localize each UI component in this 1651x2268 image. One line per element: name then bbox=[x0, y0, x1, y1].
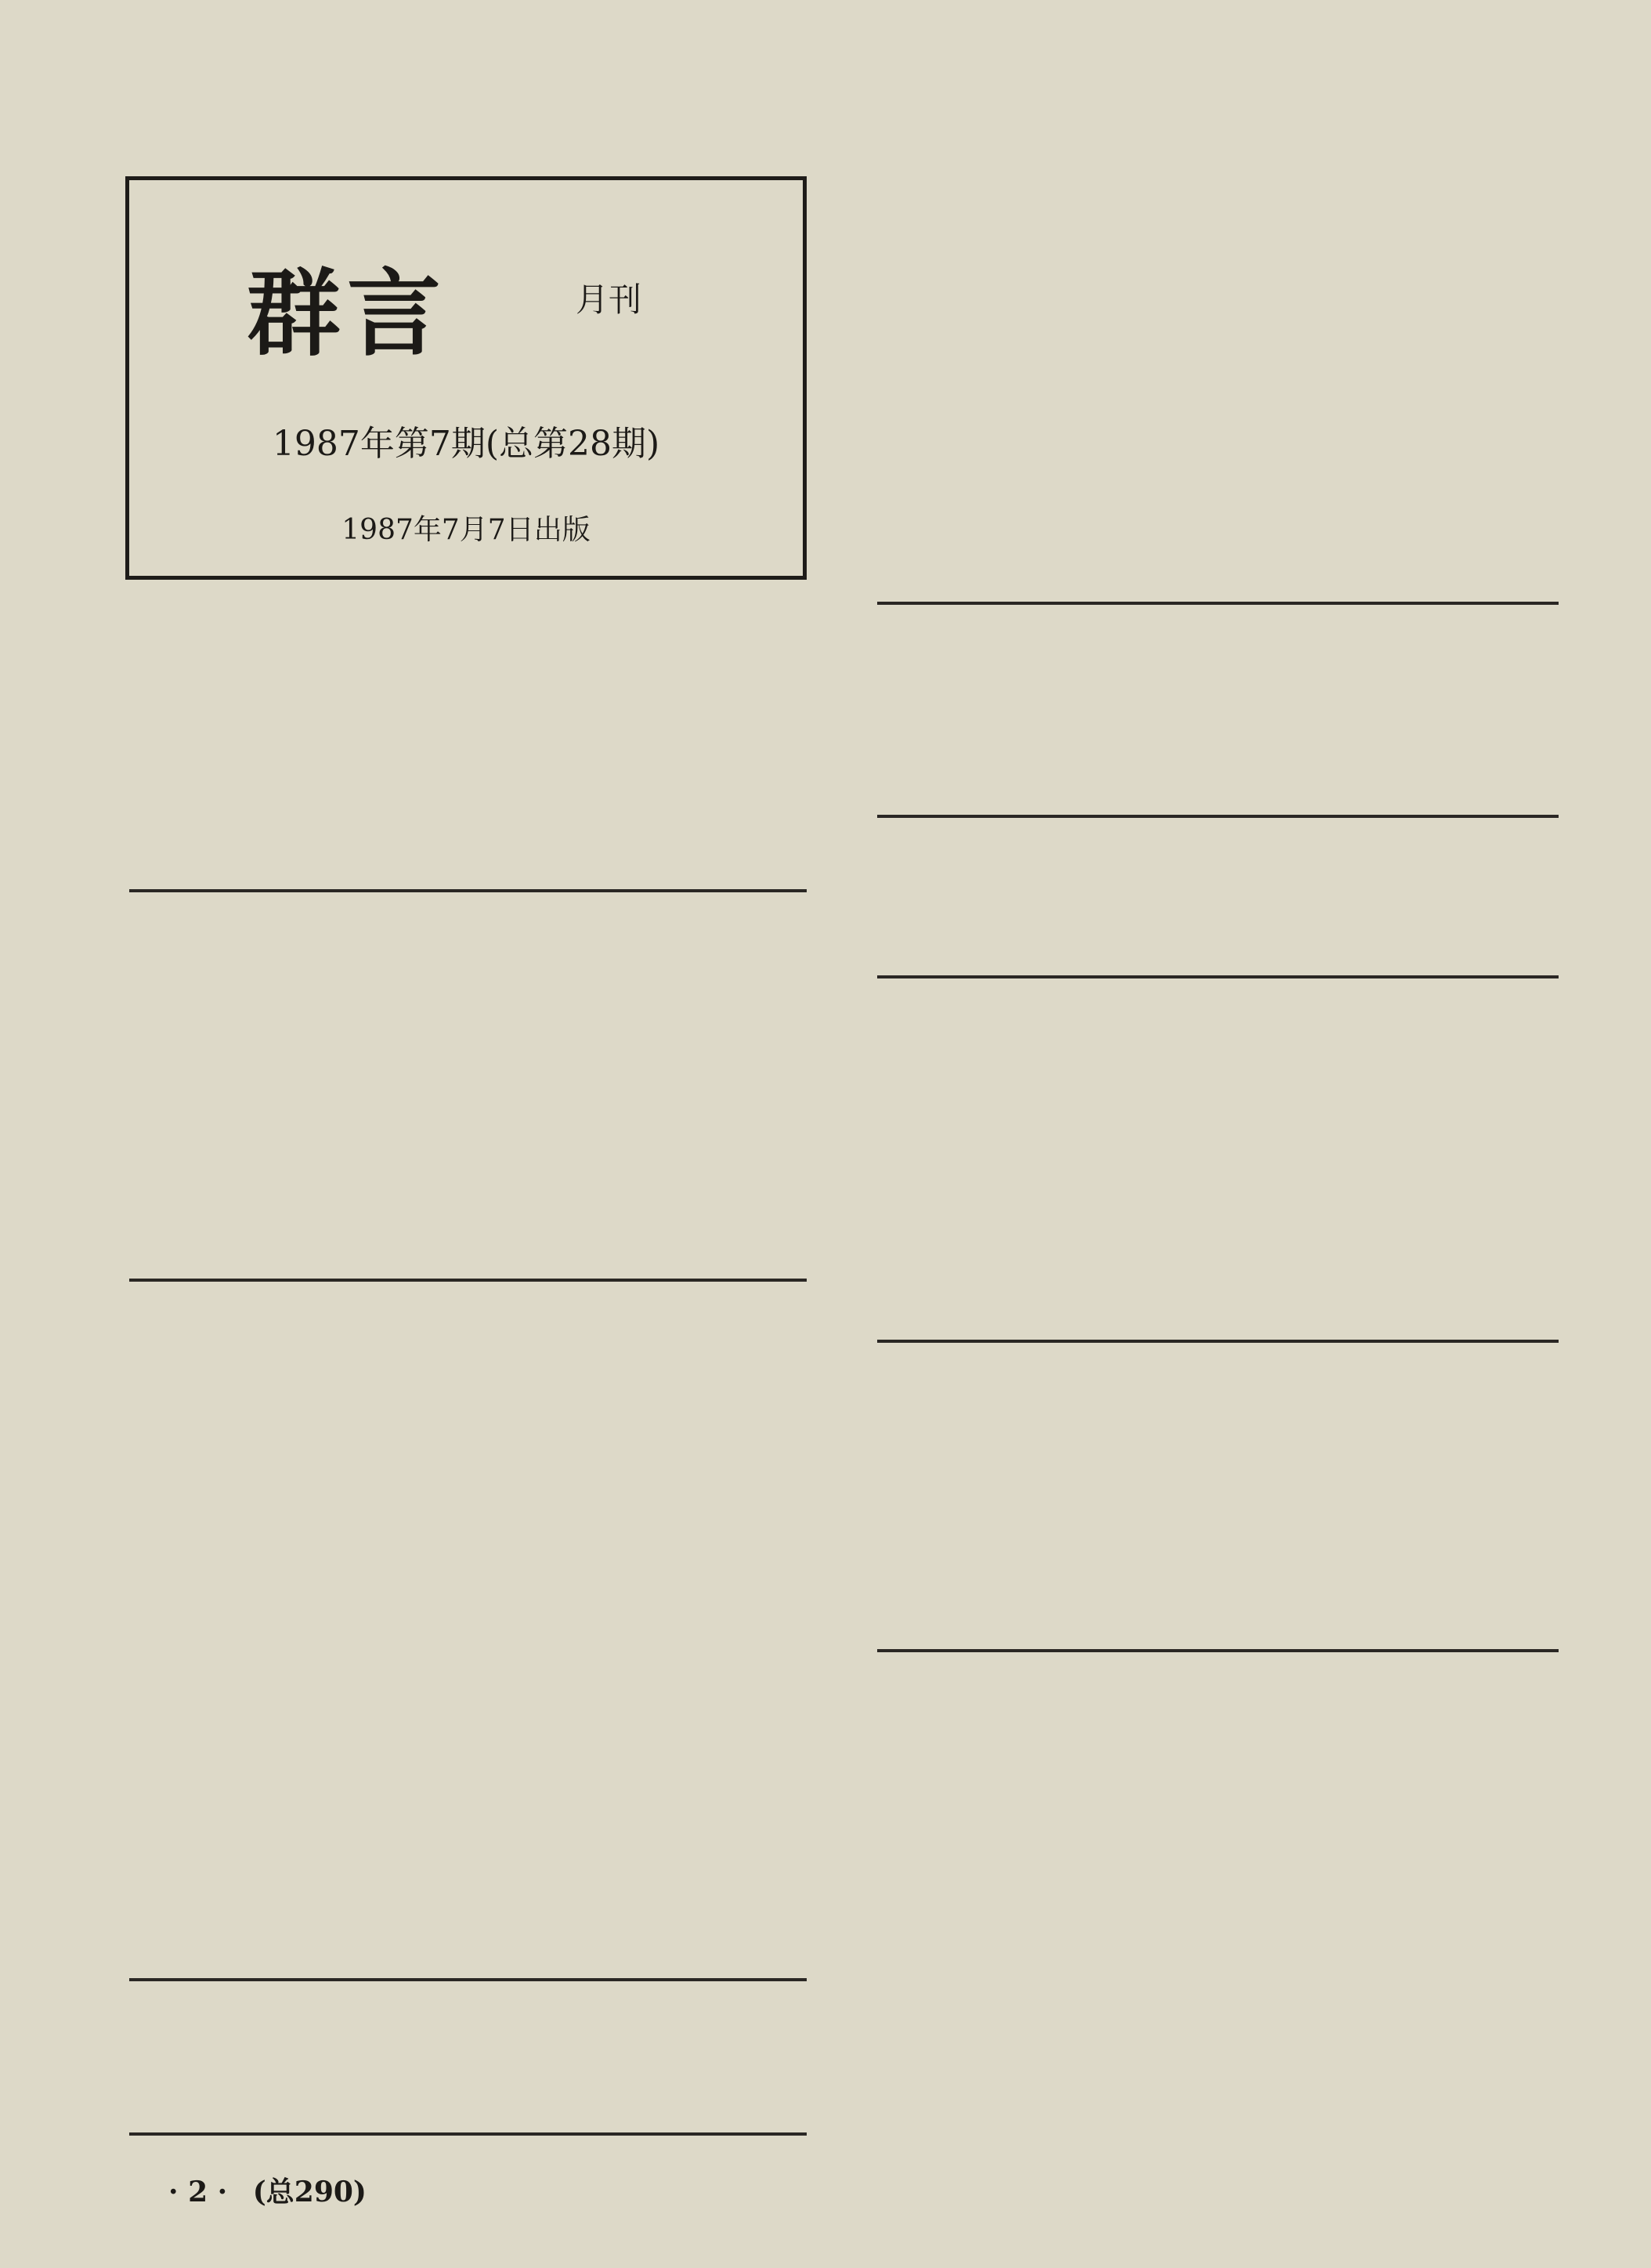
right-section-divider bbox=[877, 1340, 1559, 1343]
issue-number: 1987年第7期(总第28期) bbox=[272, 424, 660, 464]
page-number: · 2 · bbox=[168, 2176, 228, 2208]
right-section-divider bbox=[877, 815, 1559, 818]
total-page-number: (总290) bbox=[252, 2176, 367, 2208]
publication-date: 1987年7月7日出版 bbox=[341, 514, 591, 546]
left-section-divider bbox=[129, 1279, 807, 1282]
left-section-divider bbox=[129, 1978, 807, 1981]
footer bbox=[168, 2170, 367, 2210]
left-section-divider bbox=[129, 889, 807, 892]
magazine-frequency: 月刊 bbox=[576, 280, 642, 319]
right-section-divider bbox=[877, 602, 1559, 605]
left-section-divider bbox=[129, 2132, 807, 2136]
magazine-title: 群言 bbox=[247, 259, 447, 369]
right-section-divider bbox=[877, 975, 1559, 978]
masthead-box bbox=[125, 176, 807, 580]
right-section-divider bbox=[877, 1649, 1559, 1652]
